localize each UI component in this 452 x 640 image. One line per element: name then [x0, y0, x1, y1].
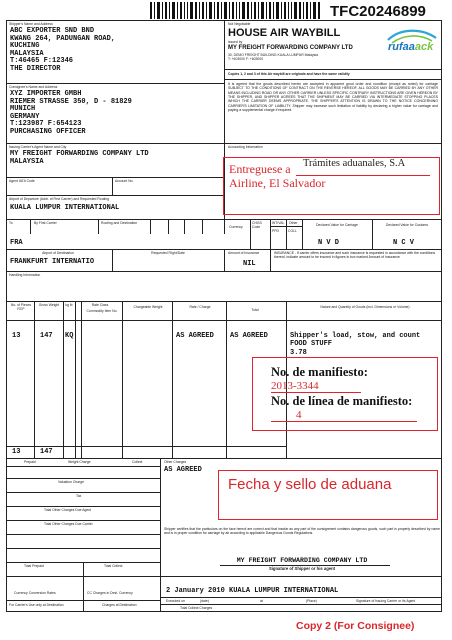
cargo-gross: 147: [40, 332, 53, 340]
barcode: [150, 2, 320, 19]
agent-label: Issuing Carrier's Agent Name and City: [9, 145, 67, 149]
pieces-header: No. of Pieces RCP: [10, 303, 32, 311]
copies-note: Copies 1, 2 and 3 of this Air waybill are originals and have the same validity: [228, 72, 350, 76]
shipper-line: T:46465 F:12346: [10, 57, 74, 66]
chgs-label: CHGS Code: [252, 221, 262, 229]
handling-label: Handling Information: [9, 273, 41, 277]
not-negotiable: Not Negotiable: [228, 22, 251, 26]
insurance-label: Amount of Insurance: [228, 251, 260, 255]
currency-rates-label: Currency Conversion Rates: [14, 591, 56, 595]
total-gross: 147: [40, 448, 53, 456]
stamp-entreguese-line1: Entreguese a: [229, 162, 291, 176]
logo-text: rufaa: [388, 41, 415, 53]
shipper-label: Shipper's Name and Address: [9, 22, 53, 26]
date-label: (date): [200, 599, 209, 603]
gross-header: Gross Weight: [38, 303, 60, 307]
cc-charges-label: CC Charges in Dest. Currency: [87, 591, 133, 595]
company-logo: [382, 26, 440, 58]
customs-value: N C V: [393, 239, 415, 247]
to-label: To: [9, 221, 13, 225]
other-charges-label: Other Charges: [164, 460, 187, 464]
contract-text: It is agreed that the goods described herein are accepted in apparent good order and condition (except as noted) for carriage SUBJECT TO THE CONDITIONS OF CONTRACT ON THE REVERSE HEREOF. ALL GOODS MAY BE CARRIED BY ANY OTHER MEANS INCLUDING ROAD OR ANY OTHER CARRIER UNLESS SPECIFIC CONTRARY INSTRUCTIONS ARE GIVEN HEREON BY THE SHIPPER, AND SHIPPER AGREES THAT THE SHIPMENT MAY BE CARRIED VIA INTERMEDIATE STOPPING PLACES WHICH THE CARRIER DEEMS APPROPRIATE. THE SHIPPER'S ATTENTION IS DRAWN TO THE NOTICE CONCERNING CARRIER'S LIMITATION OF LIABILITY. Shipper may increase such limitation of liability by declaring a higher value for carriage and paying a supplemental charge if required.: [228, 82, 438, 113]
total-pieces: 13: [12, 448, 21, 456]
total-header: Total: [251, 308, 259, 312]
total-collect-charges-label: Total Collect Charges: [180, 606, 213, 610]
other-charges-value: AS AGREED: [164, 466, 202, 474]
consignee-line: RIEMER STRASSE 350, D - 81829: [10, 97, 132, 106]
logo-text-2: ack: [414, 41, 434, 53]
cargo-description: [290, 333, 420, 358]
awb-number: TFC20246899: [330, 3, 426, 20]
place-label: (Place): [306, 599, 317, 603]
signature-caption: Signature of Shipper or his agent: [268, 566, 336, 571]
issuer-phone: T: +603000 F: +603000: [228, 57, 264, 61]
stamp-fecha-text: Fecha y sello de aduana: [228, 476, 392, 493]
rate-header: Rate / Charge: [189, 305, 211, 309]
cargo-desc-line: Shipper's load, stow, and count: [290, 332, 421, 340]
stamp-entreguese-line2: Airline, El Salvador: [229, 176, 326, 190]
coll-label: COLL: [288, 229, 297, 233]
shipper-line: KUCHING: [10, 42, 40, 51]
agent-name: [10, 151, 149, 166]
cargo-rate: AS AGREED: [176, 332, 214, 340]
shipper-line: KWANG 264, PADUNGAN ROAD,: [10, 34, 116, 43]
weight-charge-label: Weight Charge: [68, 460, 91, 464]
valuation-label: Valuation Charge: [58, 480, 84, 484]
total-collect-label: Total Collect: [104, 564, 123, 568]
shipper-line: THE DIRECTOR: [10, 64, 61, 73]
shipper-line: ABC EXPORTER SND BND: [10, 27, 95, 35]
cargo-unit: KQ: [65, 332, 74, 340]
customs-label: Declared Value for Customs: [385, 223, 429, 227]
insurance-text: INSURANCE - If carrier offers insurance and such insurance is requested in accordance with the conditions thereof, indicate amount to be insured in figures in box marked Amount of Insurance: [274, 251, 436, 260]
dest-airport: FRANKFURT INTERNATIO: [10, 258, 95, 266]
first-carrier-label: By First Carrier: [34, 221, 57, 225]
cargo-desc-line: FOOD STUFF: [290, 339, 333, 348]
carriage-label: Declared Value for Carriage: [316, 223, 358, 227]
commodity-header: Commodity Item No.: [86, 309, 118, 313]
tax-label: Tax: [76, 494, 82, 498]
total-prepaid-label: Total Prepaid: [24, 564, 44, 568]
manifest-line-number: 4: [296, 409, 302, 421]
due-carrier-label: Total Other Charges Due Carrier: [44, 522, 93, 526]
consignee-line: T:123987 F:654123: [10, 120, 82, 129]
agent-line: MALAYSIA: [10, 157, 44, 166]
agent-iata-label: Agent IATA Code: [9, 179, 35, 183]
wt-val-label: WT/VAL: [272, 221, 285, 225]
carriage-value: N V D: [318, 239, 340, 247]
consignee-line: PURCHASING OFFICER: [10, 127, 86, 136]
manifest-line-label: No. de línea de manifiesto:: [271, 394, 413, 408]
due-agent-label: Total Other Charges Due Agent: [44, 508, 92, 512]
cargo-desc-line: 3.78: [290, 349, 307, 358]
departure-label: Airport of Departure (Addr. of First Carrier) and Requested Routing: [9, 197, 110, 201]
executed-on-label: Executed on: [166, 599, 185, 603]
collect-label: Collect: [132, 460, 143, 464]
issuer-address: 30, DEMO FREIGHT BUILDING KUALA LUMPUR Malaysia: [228, 53, 318, 57]
accounting-label: Accounting Information: [228, 145, 263, 149]
destination-code: FRA: [10, 239, 23, 247]
for-carrier-label: For Carrier's Use only at Destination: [9, 603, 64, 607]
issued-by: issued by: [228, 40, 243, 44]
manifest-number: 2013-3344: [271, 380, 319, 392]
cargo-pieces: 13: [12, 332, 21, 340]
other-label: Other: [289, 221, 298, 225]
issuing-sig-label: Signature of Issuing Carrier or its Agent: [356, 599, 416, 603]
cargo-total: AS AGREED: [230, 332, 268, 340]
routing-label: Routing and Destination: [101, 221, 138, 225]
kg-header: kg lb: [65, 303, 73, 307]
waybill-title: HOUSE AIR WAYBILL: [228, 27, 341, 39]
agent-line: MY FREIGHT FORWARDING COMPANY LTD: [10, 150, 149, 158]
shipper-line: MALAYSIA: [10, 49, 44, 58]
nature-header: Nature and Quantity of Goods (incl. Dimensions or Volume): [320, 305, 410, 309]
copy-label: Copy 2 (For Consignee): [296, 620, 415, 632]
consignee-line: MUNICH: [10, 105, 36, 114]
certify-text: Shipper certifies that the particulars on the face hereof are correct and that insofar as any part of the consignment contains dangerous goods, such part is properly described by name and is in proper condition for carriage by air according to applicable Dangerous Goods Regulations.: [164, 527, 440, 536]
account-label: Account No.: [115, 179, 134, 183]
consignee-address: [10, 91, 132, 137]
shipper-address: [10, 28, 115, 74]
consignee-line: GERMANY: [10, 112, 40, 121]
stamp-agency-name: Trámites aduanales, S.A: [303, 158, 406, 169]
at-label: at: [260, 599, 263, 603]
consignee-line: XYZ IMPORTER GMBH: [10, 90, 82, 98]
charges-dest-label: Charges at Destination: [102, 603, 137, 607]
consignee-label: Consignee's Name and Address: [9, 85, 58, 89]
insurance-value: NIL: [243, 260, 256, 268]
ppd-label: PPD: [272, 229, 279, 233]
departure-airport: KUALA LUMPUR INTERNATIONAL: [10, 204, 120, 212]
chargeable-header: Chargeable Weight: [133, 305, 163, 309]
signature-company: MY FREIGHT FORWARDING COMPANY LTD: [236, 557, 368, 564]
manifest-label: No. de manifiesto:: [271, 365, 368, 379]
issuer-name: MY FREIGHT FORWARDING COMPANY LTD: [228, 45, 353, 51]
rate-class-header: Rate Class: [91, 303, 109, 307]
currency-label: Currency: [229, 225, 243, 229]
dest-airport-label: Airport of Destination: [42, 251, 74, 255]
execution-line: 2 January 2010 KUALA LUMPUR INTERNATIONAL: [166, 587, 339, 595]
flight-date-label: Requested Flight/Date: [151, 251, 185, 255]
prepaid-label: Prepaid: [24, 460, 36, 464]
